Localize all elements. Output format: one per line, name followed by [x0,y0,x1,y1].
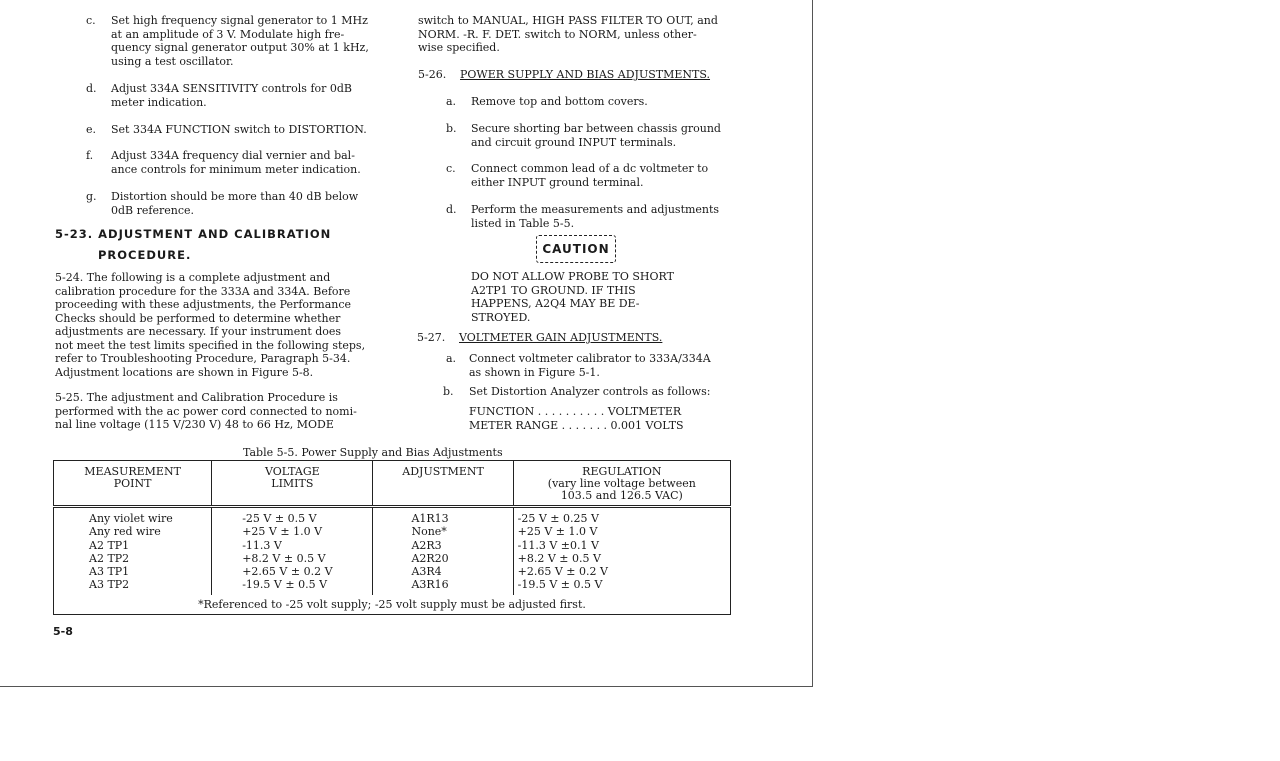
cell-limits: +25 V ± 1.0 V [212,525,373,538]
item-e-text: Set 334A FUNCTION switch to DISTORTION. [111,123,367,136]
step-a-label: a. [446,95,457,108]
cell-adjustment: None* [373,525,513,538]
cell-regulation: -11.3 V ±0.1 V [513,539,730,552]
power-supply-table [53,460,731,615]
cell-limits: +2.65 V ± 0.2 V [212,565,373,578]
item-f-label: f. [86,149,94,162]
table-row [54,507,731,526]
cell-point: A3 TP2 [54,578,212,594]
paragraph-5-25: 5-25. The adjustment and Calibration Procedure is performed with the ac power cord connected to nomi- nal line voltage (115 V/230 V) 48 to 66 Hz, MODE [55,391,357,431]
section-5-26-title: POWER SUPPLY AND BIAS ADJUSTMENTS. [460,68,711,81]
cell-adjustment: A2R20 [373,552,513,565]
cell-regulation: +25 V ± 1.0 V [513,525,730,538]
step-d-text: Perform the measurements and adjustments listed in Table 5-5. [471,203,720,230]
cell-limits: -25 V ± 0.5 V [212,507,373,526]
step-b-label: b. [446,122,457,135]
item-d-label: d. [86,82,97,95]
step-b2-text: Set Distortion Analyzer controls as follows: [469,385,711,398]
table-row [54,552,731,565]
cell-point: A2 TP2 [54,552,212,565]
cell-limits: -11.3 V [212,539,373,552]
page-number: 5-8 [53,625,73,638]
item-d-text: Adjust 334A SENSITIVITY controls for 0dB meter indication. [111,82,353,109]
cell-limits: +8.2 V ± 0.5 V [212,552,373,565]
cell-adjustment: A3R16 [373,578,513,594]
item-e-label: e. [86,123,97,136]
column-header-measurement-point: MEASUREMENT POINT [54,461,212,507]
cell-adjustment: A3R4 [373,565,513,578]
step-d-label: d. [446,203,457,216]
caution-badge: CAUTION [536,235,616,263]
table-footnote: *Referenced to -25 volt supply; -25 volt supply must be adjusted first. [198,597,586,611]
step-a-text: Remove top and bottom covers. [471,95,648,108]
step-b2-label: b. [443,385,454,398]
cell-point: Any red wire [54,525,212,538]
cell-adjustment: A1R13 [373,507,513,526]
table-row [54,539,731,552]
cell-regulation: -25 V ± 0.25 V [513,507,730,526]
cell-point: A3 TP1 [54,565,212,578]
column-header-adjustment: ADJUSTMENT [373,461,513,507]
paragraph-5-24: 5-24. The following is a complete adjustment and calibration procedure for the 333A and 334A. Before proceeding with these adjustments, the Performance Checks should be performed to determine whether adjustments are necessary. If your instrument does not meet the test limits specified in the following steps, refer to Troubleshooting Procedure, Paragraph 5-34. Adjustment locations are shown in Figure 5-8. [55,271,366,379]
column-header-regulation: REGULATION (vary line voltage between 103.5 and 126.5 VAC) [513,461,730,507]
table-row [54,578,731,594]
control-settings: FUNCTION . . . . . . . . . . VOLTMETER METER RANGE . . . . . . . 0.001 VOLTS [469,405,684,432]
item-c-label: c. [86,14,96,27]
step-a2-text: Connect voltmeter calibrator to 333A/334A as shown in Figure 5-1. [469,352,711,379]
cell-regulation: +8.2 V ± 0.5 V [513,552,730,565]
section-5-27-title: VOLTMETER GAIN ADJUSTMENTS. [459,331,663,344]
paragraph-5-25-continued: switch to MANUAL, HIGH PASS FILTER TO OUT, and NORM. -R. F. DET. switch to NORM, unless other- wise specified. [418,14,718,54]
step-a2-label: a. [446,352,457,365]
cell-regulation: -19.5 V ± 0.5 V [513,578,730,594]
section-5-26-number: 5-26. [418,68,447,81]
caution-text: DO NOT ALLOW PROBE TO SHORT A2TP1 TO GROUND. IF THIS HAPPENS, A2Q4 MAY BE DE- STROYED. [471,270,674,324]
table-caption: Table 5-5. Power Supply and Bias Adjustments [243,446,503,459]
cell-point: Any violet wire [54,507,212,526]
cell-limits: -19.5 V ± 0.5 V [212,578,373,594]
table-row [54,565,731,578]
item-c-text: Set high frequency signal generator to 1 MHz at an amplitude of 3 V. Modulate high fre- quency signal generator output 30% at 1 kHz, using a test oscillator. [111,14,369,68]
step-b-text: Secure shorting bar between chassis ground and circuit ground INPUT terminals. [471,122,721,149]
step-c-text: Connect common lead of a dc voltmeter to either INPUT ground terminal. [471,162,709,189]
table-footnote-row [54,595,731,615]
item-f-text: Adjust 334A frequency dial vernier and bal- ance controls for minimum meter indication. [111,149,361,176]
step-c-label: c. [446,162,456,175]
item-g-text: Distortion should be more than 40 dB below 0dB reference. [111,190,359,217]
column-header-voltage-limits: VOLTAGE LIMITS [212,461,373,507]
cell-regulation: +2.65 V ± 0.2 V [513,565,730,578]
cell-point: A2 TP1 [54,539,212,552]
section-5-23-heading-cont: PROCEDURE. [98,248,192,262]
item-g-label: g. [86,190,97,203]
cell-adjustment: A2R3 [373,539,513,552]
section-5-23-heading: 5-23. ADJUSTMENT AND CALIBRATION [55,227,332,241]
section-5-27-number: 5-27. [417,331,446,344]
table-row [54,525,731,538]
